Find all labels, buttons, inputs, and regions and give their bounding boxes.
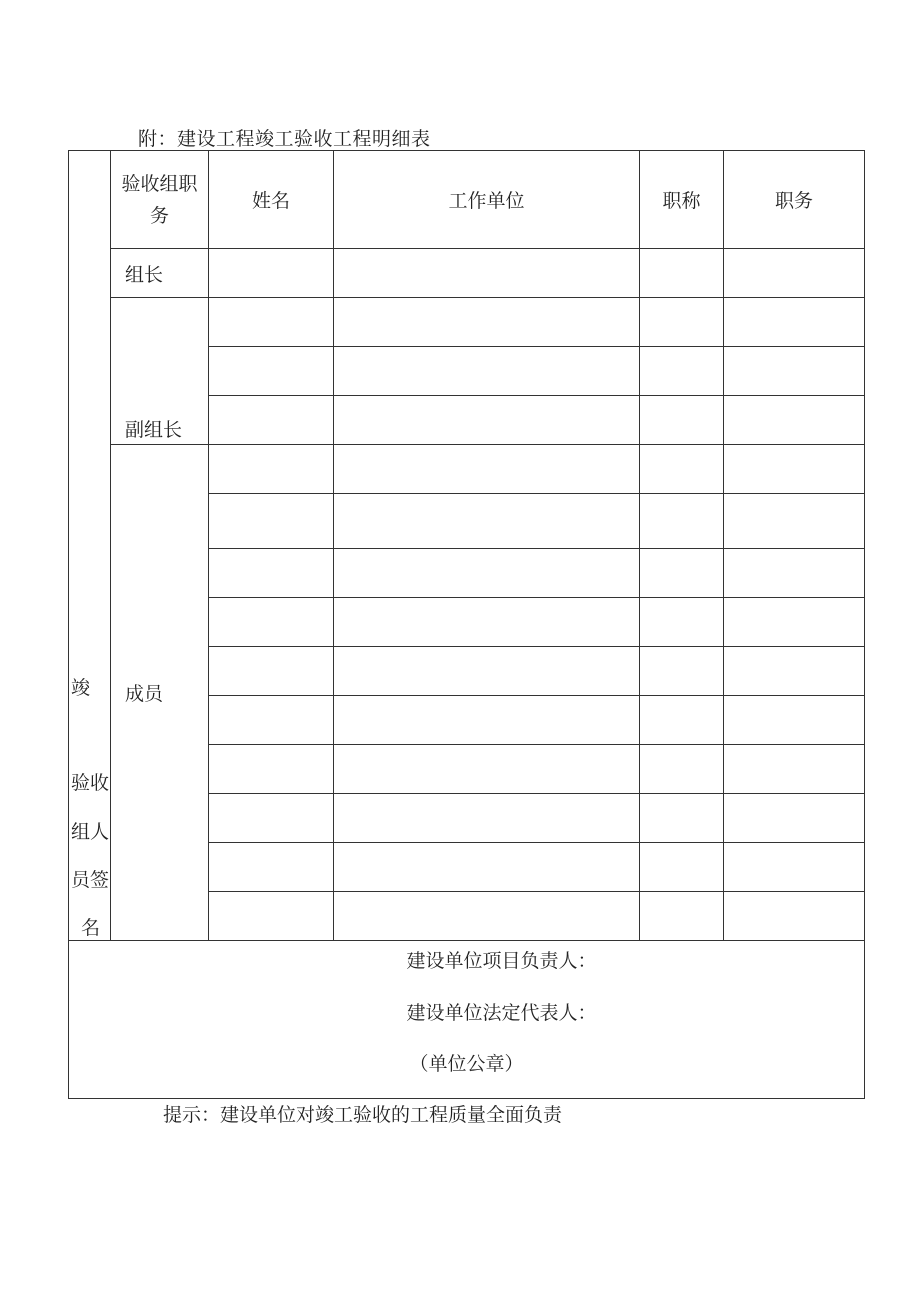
name-cell[interactable] xyxy=(209,892,334,941)
header-position: 职务 xyxy=(724,151,865,249)
unit-cell[interactable] xyxy=(334,647,640,696)
signature-row xyxy=(69,941,865,1099)
title-cell[interactable] xyxy=(640,347,724,396)
side-label-line: 名 xyxy=(81,917,101,939)
tip-text: 提示：建设单位对竣工验收的工程质量全面负责 xyxy=(163,1104,563,1126)
position-cell[interactable] xyxy=(724,892,865,941)
table-row xyxy=(69,298,865,347)
side-label-line: 员签 xyxy=(71,869,110,891)
unit-cell[interactable] xyxy=(334,892,640,941)
title-cell[interactable] xyxy=(640,396,724,445)
title-cell[interactable] xyxy=(640,892,724,941)
title-cell[interactable] xyxy=(640,249,724,298)
title-cell[interactable] xyxy=(640,696,724,745)
title-cell[interactable] xyxy=(640,745,724,794)
title-cell[interactable] xyxy=(640,598,724,647)
title-cell[interactable] xyxy=(640,794,724,843)
title-cell[interactable] xyxy=(640,445,724,494)
unit-cell[interactable] xyxy=(334,445,640,494)
acceptance-table xyxy=(68,150,865,1099)
header-unit: 工作单位 xyxy=(334,151,640,249)
project-lead-signature[interactable]: 建设单位项目负责人： xyxy=(406,950,597,972)
title-cell[interactable] xyxy=(640,298,724,347)
position-cell[interactable] xyxy=(724,494,865,549)
position-cell[interactable] xyxy=(724,298,865,347)
name-cell[interactable] xyxy=(209,745,334,794)
position-cell[interactable] xyxy=(724,549,865,598)
position-cell[interactable] xyxy=(724,843,865,892)
name-cell[interactable] xyxy=(209,494,334,549)
name-cell[interactable] xyxy=(209,298,334,347)
name-cell[interactable] xyxy=(209,549,334,598)
table-row xyxy=(69,249,865,298)
position-cell[interactable] xyxy=(724,445,865,494)
position-cell[interactable] xyxy=(724,794,865,843)
position-cell[interactable] xyxy=(724,696,865,745)
name-cell[interactable] xyxy=(209,347,334,396)
header-duty: 验收组职务 xyxy=(111,151,209,249)
role-members: 成员 xyxy=(111,445,209,941)
unit-cell[interactable] xyxy=(334,843,640,892)
role-deputy: 副组长 xyxy=(111,298,209,445)
unit-cell[interactable] xyxy=(334,298,640,347)
name-cell[interactable] xyxy=(209,396,334,445)
position-cell[interactable] xyxy=(724,396,865,445)
title-cell[interactable] xyxy=(640,494,724,549)
name-cell[interactable] xyxy=(209,249,334,298)
side-label-line: 验收 xyxy=(71,772,110,794)
name-cell[interactable] xyxy=(209,445,334,494)
title-cell[interactable] xyxy=(640,647,724,696)
unit-cell[interactable] xyxy=(334,396,640,445)
position-cell[interactable] xyxy=(724,598,865,647)
unit-cell[interactable] xyxy=(334,696,640,745)
header-name: 姓名 xyxy=(209,151,334,249)
document-title: 附：建设工程竣工验收工程明细表 xyxy=(138,128,431,150)
position-cell[interactable] xyxy=(724,745,865,794)
unit-cell[interactable] xyxy=(334,598,640,647)
table-header-row xyxy=(69,151,865,249)
header-title: 职称 xyxy=(640,151,724,249)
title-cell[interactable] xyxy=(640,549,724,598)
name-cell[interactable] xyxy=(209,696,334,745)
unit-seal: （单位公章） xyxy=(409,1053,524,1075)
name-cell[interactable] xyxy=(209,598,334,647)
role-leader: 组长 xyxy=(111,249,209,298)
table-row xyxy=(69,445,865,494)
title-cell[interactable] xyxy=(640,843,724,892)
signature-cell xyxy=(69,941,865,1099)
position-cell[interactable] xyxy=(724,249,865,298)
unit-cell[interactable] xyxy=(334,745,640,794)
unit-cell[interactable] xyxy=(334,249,640,298)
legal-rep-signature[interactable]: 建设单位法定代表人： xyxy=(406,1002,597,1024)
side-label-cell xyxy=(69,151,111,941)
name-cell[interactable] xyxy=(209,843,334,892)
name-cell[interactable] xyxy=(209,794,334,843)
unit-cell[interactable] xyxy=(334,549,640,598)
side-label-line: 竣 xyxy=(71,677,91,699)
unit-cell[interactable] xyxy=(334,347,640,396)
position-cell[interactable] xyxy=(724,647,865,696)
unit-cell[interactable] xyxy=(334,494,640,549)
name-cell[interactable] xyxy=(209,647,334,696)
side-label-line: 组人 xyxy=(71,821,110,843)
position-cell[interactable] xyxy=(724,347,865,396)
unit-cell[interactable] xyxy=(334,794,640,843)
